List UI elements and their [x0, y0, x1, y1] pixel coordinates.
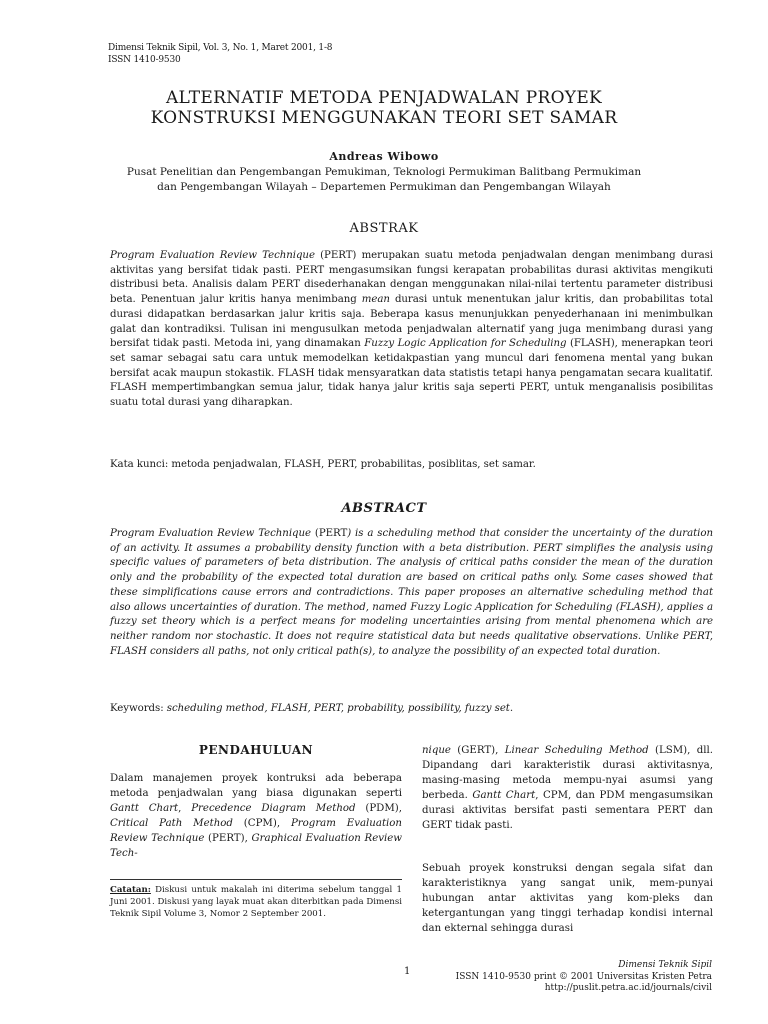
kata-kunci: Kata kunci: metoda penjadwalan, FLASH, PERT, probabilitas, posiblitas, set samar. — [110, 459, 536, 470]
term-gantt: Gantt Chart — [110, 802, 179, 814]
journal-issn: ISSN 1410-9530 — [108, 55, 181, 65]
author-name: Andreas Wibowo — [329, 150, 439, 163]
abstract-heading: ABSTRACT — [341, 501, 427, 516]
text-run: Dalam manajemen proyek kontruksi ada beberapa metoda penjadwalan yang biasa digunakan seperti — [110, 773, 402, 799]
term-gert-end: nique — [422, 745, 451, 756]
author-affiliation — [100, 165, 668, 195]
title-line-2: KONSTRUKSI MENGGUNAKAN TEORI SET SAMAR — [150, 108, 618, 128]
keywords-list: scheduling method, FLASH, PERT, probability, possibility, fuzzy set. — [166, 703, 514, 714]
text-run: (GERT), — [450, 745, 505, 756]
text-run: (CPM), — [232, 817, 291, 829]
abstract-pert-abbr: PERT — [318, 528, 348, 539]
pendahuluan-right-column-p1 — [422, 744, 713, 833]
keywords — [110, 702, 713, 717]
term-pdm: Precedence Diagram Method — [191, 802, 356, 814]
text-run: , CPM, dan PDM mengasumsikan durasi aktivitas bersifat pasti sementara PERT dan GERT tidak pasti. — [422, 789, 714, 831]
abstract-open-paren: ( — [311, 528, 319, 539]
term-lsm: Linear Scheduling Method — [504, 745, 649, 756]
title-line-1: ALTERNATIF METODA PENJADWALAN PROYEK — [165, 88, 603, 108]
page-footer — [456, 960, 712, 995]
footnote-label: Catatan: — [110, 885, 151, 895]
text-run: (LSM), dll. Dipandang dari karakteristik durasi aktivitasnya, masing-masing metoda mempu-nyai asumsi yang berbeda. — [422, 745, 714, 801]
text-run: (PDM), — [355, 802, 402, 814]
pendahuluan-right-column-p2: Sebuah proyek konstruksi dengan segala sifat dan karakteristiknya yang sangat unik, mem-punyai hubungan antar aktivitas yang kom-pleks dan ketergantungan yang tinggi terhadap kondisi internal dan ekternal sehingga durasi — [422, 863, 713, 934]
affiliation-line-1: Pusat Penelitian dan Pengembangan Pemukiman, Teknologi Permukiman Balitbang Permukiman — [126, 166, 642, 178]
pendahuluan-heading: PENDAHULUAN — [198, 743, 314, 757]
affiliation-line-2: dan Pengembangan Wilayah – Departemen Permukiman dan Pengembangan Wilayah — [157, 181, 611, 193]
term-gantt: Gantt Chart — [472, 789, 536, 801]
footnote — [110, 884, 402, 920]
footer-issn: ISSN 1410-9530 print © 2001 Universitas Kristen Petra — [455, 971, 712, 982]
abstrak-mean-term: mean — [361, 294, 390, 306]
footnote-text: Diskusi untuk makalah ini diterima sebelum tanggal 1 Juni 2001. Diskusi yang layak muat akan diterbitkan pada Dimensi Teknik Sipil Volume 3, Nomor 2 September 2001. — [110, 885, 402, 919]
text-run: , — [178, 802, 192, 814]
term-pert: Program Evaluation Review Technique — [110, 817, 402, 844]
abstract-text — [110, 527, 713, 659]
abstract-body: ) is a scheduling method that consider the uncertainty of the duration of an activity. It assumes a probability density function with a beta distribution. PERT simplifies the analysis using specific values of parameters of beta distribution. The analysis of critical paths consider the mean of the duration only and the probability of the expected total duration are based on critical paths only. Some cases showed that these simplifications cause errors and contradictions. This paper proposes an alternative scheduling method that also allows uncertainties of duration. The method, named Fuzzy Logic Application for Scheduling (FLASH), applies a fuzzy set theory which is a perfect means for modeling uncertainties arising from mental phenomena which are neither random nor stochastic. It does not require statistical data but needs qualitative observations. Unlike PERT, FLASH considers all paths, not only critical path(s), to analyze the possibility of an expected total duration. — [110, 528, 713, 657]
footnote-divider — [110, 879, 402, 880]
term-gert: Graphical Evaluation Review Tech- — [110, 832, 402, 859]
term-cpm: Critical Path Method — [110, 817, 233, 829]
abstrak-part-2: durasi untuk menentukan jalur kritis, dan probabilitas total durasi didapatkan berdasarkan jalur kritis saja. Beberapa kasus menunjukkan penyederhanaan ini menimbulkan galat dan kontradiksi. Tulisan ini mengusulkan metoda penjadwalan alternatif yang juga menimbang durasi yang bersifat tidak pasti. Metoda ini, yang dinamakan — [110, 294, 713, 350]
journal-header — [108, 42, 332, 66]
pendahuluan-left-column — [110, 772, 402, 861]
abstract-pert-term: Program Evaluation Review Technique — [110, 528, 311, 539]
abstrak-pert-term: Program Evaluation Review Technique — [110, 250, 315, 261]
abstrak-part-1: (PERT) merupakan suatu metoda penjadwalan dengan menimbang durasi aktivitas yang bersifat tidak pasti. PERT mengasumsikan fungsi kerapatan probabilitas durasi aktivitas mengikuti distribusi beta. Analisis dalam PERT disederhanakan dengan menggunakan nilai-nilai tertentu parameter distribusi beta. Penentuan jalur kritis hanya menimbang — [110, 250, 713, 306]
footer-url: http://puslit.petra.ac.id/journals/civil — [544, 983, 712, 993]
paper-title — [60, 88, 708, 128]
abstrak-flash-term: Fuzzy Logic Application for Scheduling — [364, 338, 567, 350]
text-run: (PERT), — [204, 832, 252, 844]
abstrak-part-3: (FLASH), menerapkan teori set samar sebagai satu cara untuk memodelkan ketidakpastian yang muncul dari fenomena mental yang bukan bersifat acak maupun stokastik. FLASH tidak mensyaratkan data statistis tetapi hanya pengamatan secara kualitatif. FLASH mempertimbangkan semua jalur, tidak hanya jalur kritis saja seperti PERT, untuk menganalisis posibilitas suatu total durasi yang diharapkan. — [110, 338, 713, 409]
keywords-label: Keywords: — [110, 703, 167, 714]
abstrak-heading: ABSTRAK — [349, 221, 419, 236]
abstrak-text — [110, 249, 713, 411]
page-number: 1 — [404, 966, 411, 977]
footer-journal: Dimensi Teknik Sipil — [618, 960, 712, 970]
journal-citation: Dimensi Teknik Sipil, Vol. 3, No. 1, Maret 2001, 1-8 — [108, 43, 333, 53]
